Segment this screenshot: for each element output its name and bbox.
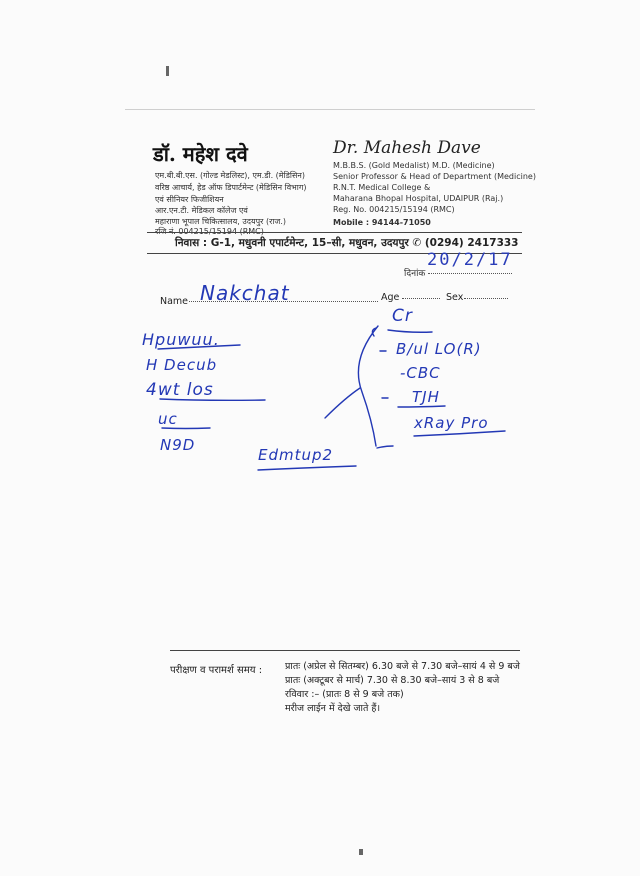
underline-stroke — [388, 330, 432, 332]
english-designation-line: Senior Professor & Head of Department (Medicine) — [333, 172, 536, 181]
date-label: दिनांक — [404, 269, 426, 279]
name-label: Name — [160, 296, 189, 307]
underline-stroke — [398, 406, 445, 407]
consultation-time-label: परीक्षण व परामर्श समय : — [170, 665, 263, 676]
handwritten-note: Hpuwuu. — [142, 330, 220, 349]
sex-label: Sex — [446, 292, 464, 303]
footer-rule — [170, 650, 520, 651]
english-hospital-line: Maharana Bhopal Hospital, UDAIPUR (Raj.) — [333, 194, 504, 203]
handwritten-note: uc — [158, 410, 178, 428]
hindi-hospital-line: महाराणा भूपाल चिकित्सालय, उदयपुर (राज.) — [155, 217, 287, 226]
handwritten-note: N9D — [160, 436, 196, 454]
hindi-qualification-line: एम.बी.बी.एस. (गोल्ड मेडलिस्ट), एम.डी. (मेडिसिन) — [155, 171, 305, 180]
underline-stroke — [162, 428, 210, 429]
mobile-number: Mobile : 94144-71050 — [333, 218, 431, 227]
timing-line: प्रातः (अक्टूबर से मार्च) 7.30 से 8.30 बजे–सायं 3 से 8 बजे — [285, 675, 500, 686]
bracket-stroke — [358, 326, 378, 446]
handwritten-note: Cr — [392, 306, 413, 326]
residence-address: निवास : G-1, मधुवनी एपार्टमेन्ट, 15–सी, मधुवन, उदयपुर ✆ (0294) 2417333 — [175, 237, 519, 249]
doctor-hindi-name: डॉ. महेश दवे — [153, 142, 248, 166]
patient-name: Nakchat — [200, 281, 290, 305]
english-qualification-line: M.B.B.S. (Gold Medalist) M.D. (Medicine) — [333, 161, 495, 170]
timing-line: प्रातः (अप्रेल से सितम्बर) 6.30 बजे से 7.30 बजे–सायं 4 से 9 बजे — [285, 661, 520, 672]
handwritten-note: 4wt los — [146, 380, 214, 400]
handwritten-note: H Decub — [146, 356, 218, 374]
underline-stroke — [414, 431, 505, 436]
arrow-stroke — [325, 388, 360, 418]
handwritten-note: xRay Pro — [414, 414, 489, 432]
handwritten-note: TJH — [412, 388, 440, 406]
underline-stroke — [158, 345, 240, 349]
english-college-line: R.N.T. Medical College & — [333, 183, 431, 192]
english-reg-line: Reg. No. 004215/15194 (RMC) — [333, 205, 455, 214]
handwritten-note: B/ul LO(R) — [396, 340, 482, 358]
handwritten-note: -CBC — [400, 364, 441, 382]
date-value: 20/2/17 — [427, 250, 513, 270]
underline-stroke — [258, 466, 356, 470]
underline-stroke — [160, 399, 265, 400]
hindi-college-line: आर.एन.टी. मेडिकल कॉलेज एवं — [155, 206, 248, 215]
age-label: Age — [381, 292, 400, 303]
handwritten-note: Edmtup2 — [258, 446, 334, 464]
bracket-stroke — [377, 446, 393, 448]
timing-line: मरीज लाईन में देखे जाते हैं। — [285, 703, 381, 714]
timing-line: रविवार :– (प्रातः 8 से 9 बजे तक) — [285, 689, 404, 700]
hindi-designation-line: वरिष्ठ आचार्य, हेड ऑफ डिपार्टमेन्ट (मेडिसिन विभाग) — [155, 183, 307, 192]
doctor-english-name: Dr. Mahesh Dave — [333, 138, 481, 158]
hindi-designation-line: एवं सीनियर फिजीशियन — [155, 195, 224, 204]
